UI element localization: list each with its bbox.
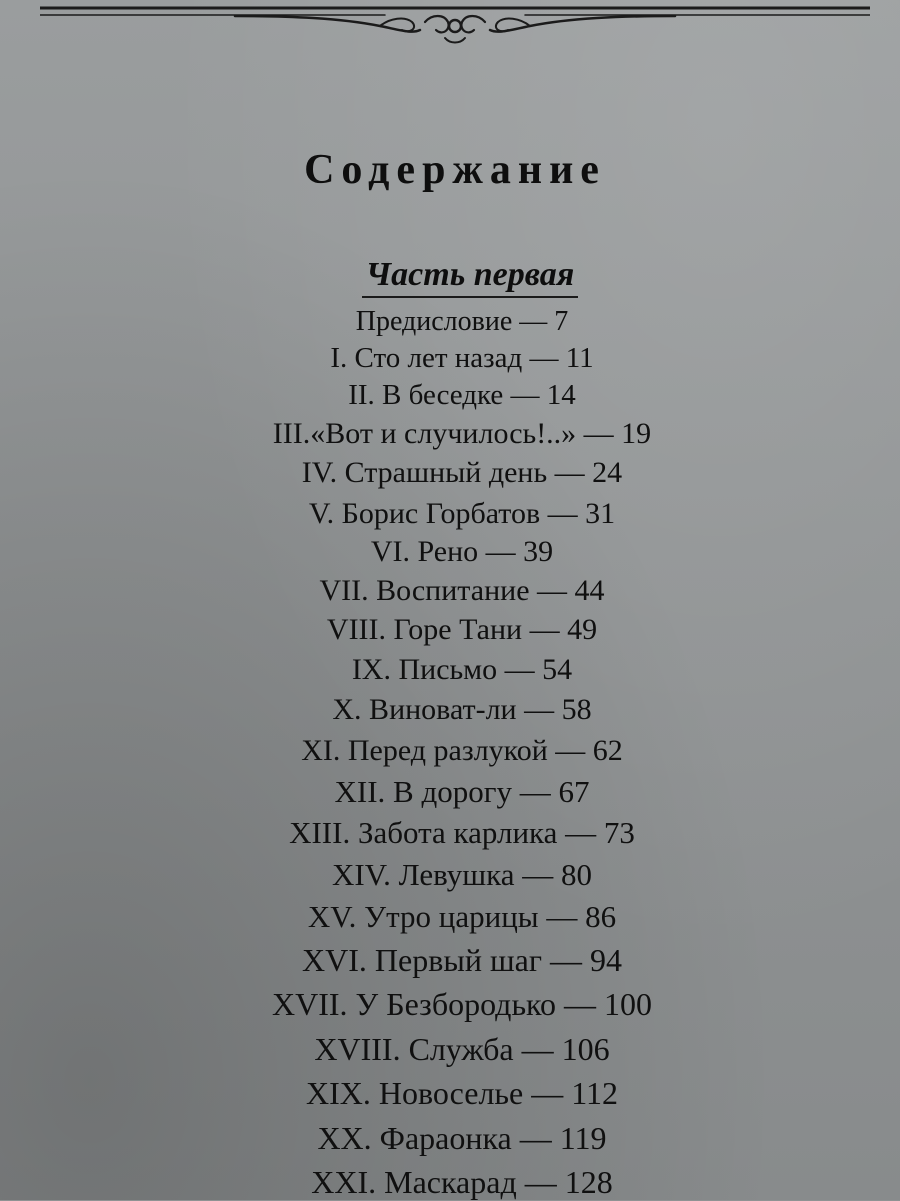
toc-entry: VIII. Горе Тани — 49 xyxy=(326,613,598,646)
toc-entry: I. Сто лет назад — 11 xyxy=(330,342,594,374)
toc-entry: X. Виноват-ли — 58 xyxy=(332,693,592,726)
toc-entry: VI. Рено — 39 xyxy=(370,535,554,568)
toc-entry: VII. Воспитание — 44 xyxy=(319,574,605,607)
part-heading-text: Часть первая xyxy=(362,256,578,298)
toc-entry: XVIII. Служба — 106 xyxy=(314,1031,610,1067)
toc-entry: XIII. Забота карлика — 73 xyxy=(289,815,635,850)
toc-entry: IV. Страшный день — 24 xyxy=(301,456,623,489)
toc-entry: XI. Перед разлукой — 62 xyxy=(301,734,623,767)
toc-entry: XII. В дорогу — 67 xyxy=(334,774,590,809)
part-heading xyxy=(0,256,900,298)
toc-entry: XV. Утро царицы — 86 xyxy=(307,899,617,934)
toc-entry: XIV. Левушка — 80 xyxy=(332,857,592,892)
ornament-divider xyxy=(40,0,870,50)
toc-entry: III.«Вот и случилось!..» — 19 xyxy=(272,417,652,450)
toc-entry: Предисловие — 7 xyxy=(355,306,569,337)
toc-entry: II. В беседке — 14 xyxy=(348,379,576,411)
toc-entry: XVII. У Безбородько — 100 xyxy=(272,986,652,1022)
toc-entry: XXI. Маскарад — 128 xyxy=(311,1164,613,1200)
toc-entry: XIX. Новоселье — 112 xyxy=(305,1075,619,1111)
toc-entry: XX. Фараонка — 119 xyxy=(317,1120,607,1156)
page-title: Содержание xyxy=(304,147,606,193)
toc-entry: IX. Письмо — 54 xyxy=(351,653,573,686)
toc-entry: V. Борис Горбатов — 31 xyxy=(308,497,616,530)
toc-entry: XVI. Первый шаг — 94 xyxy=(302,942,622,978)
